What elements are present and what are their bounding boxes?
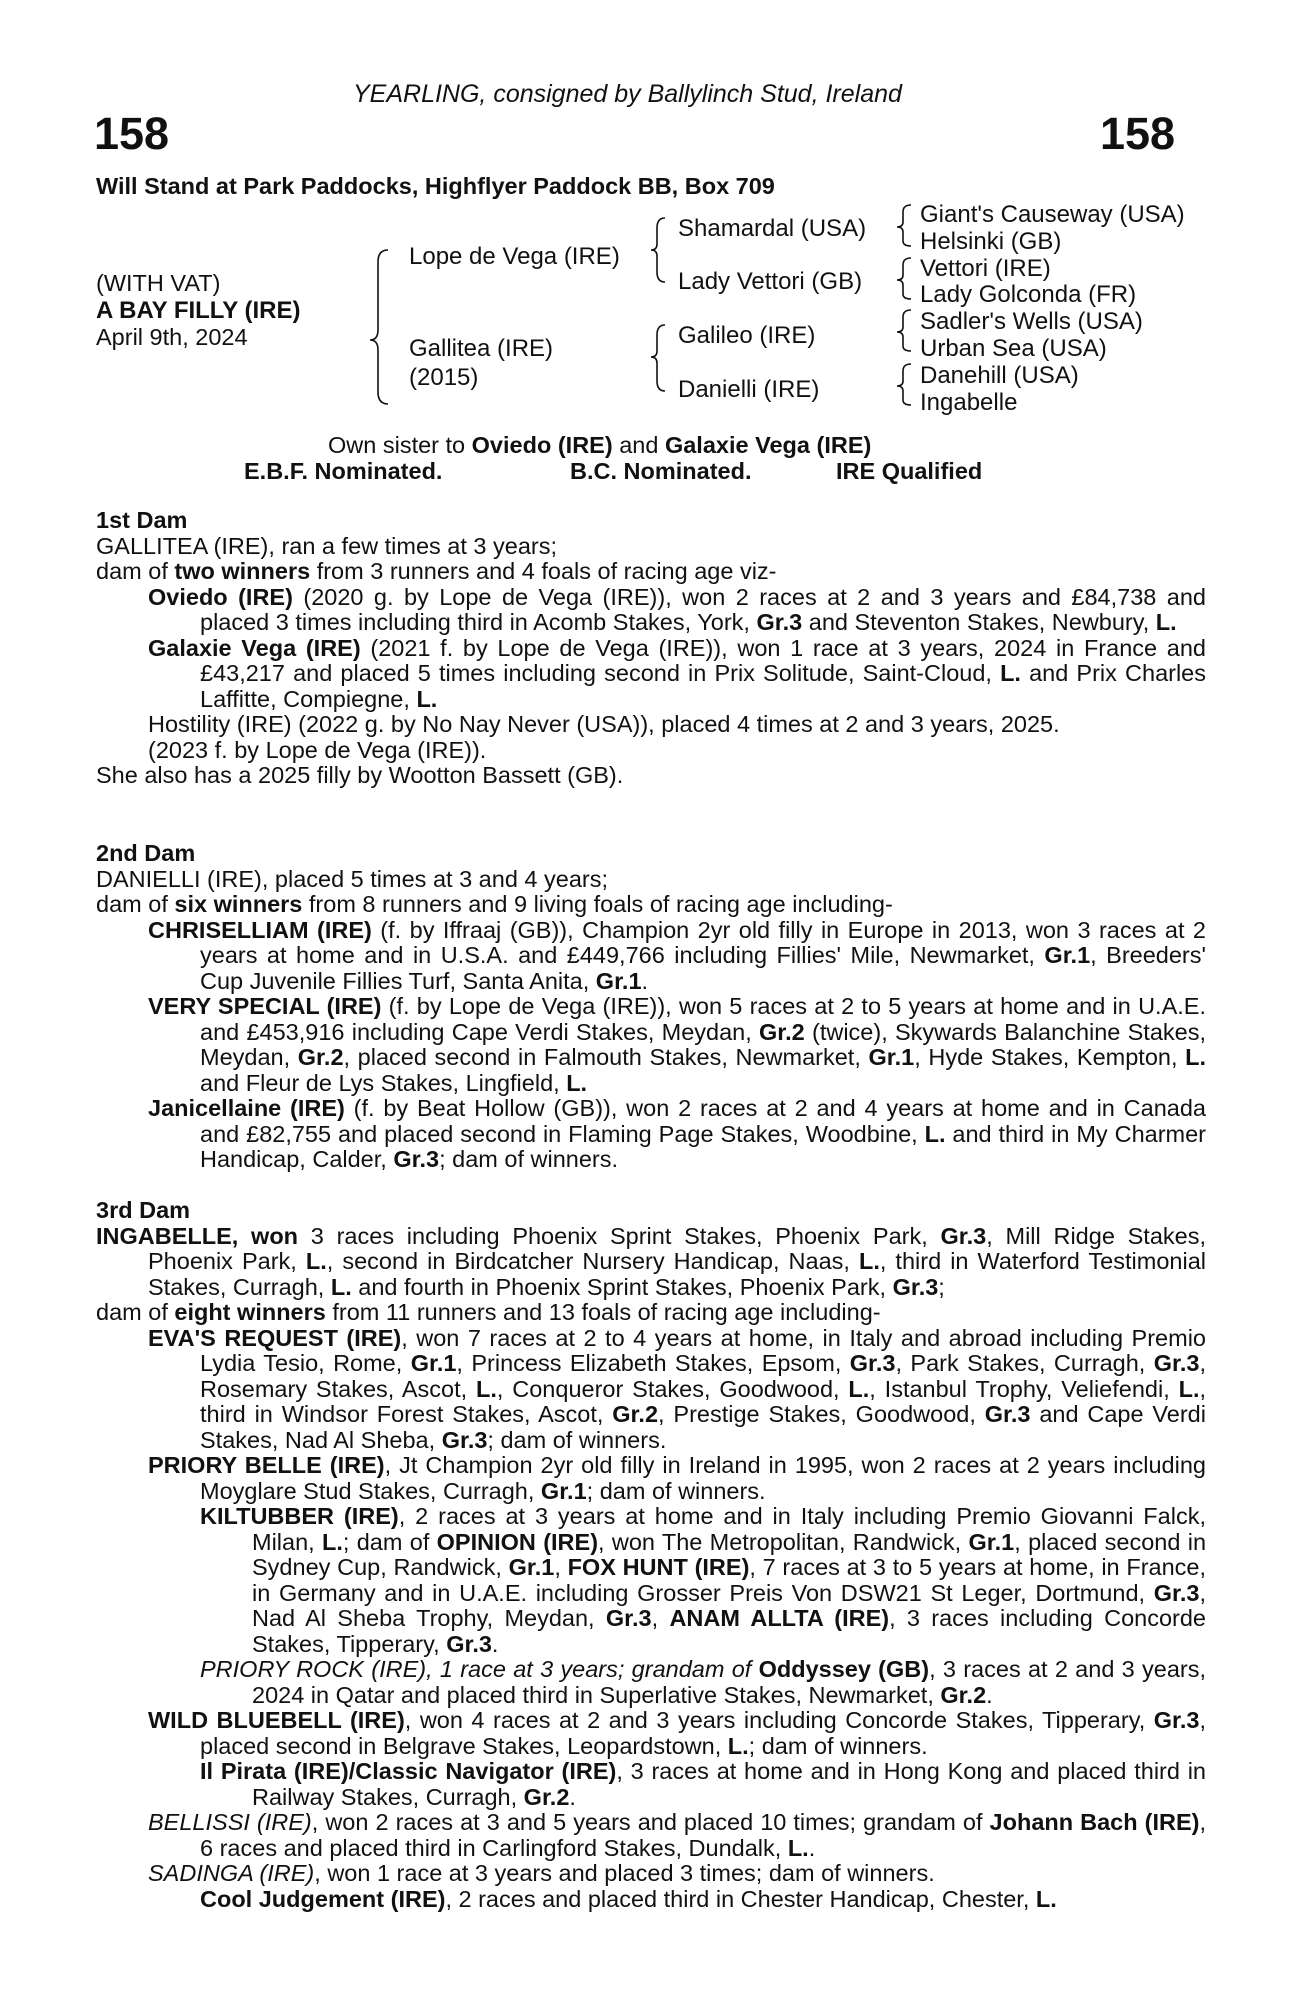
lot-number-right: 158 [1100,108,1176,159]
pedigree-sire: Lope de Vega (IRE) [409,243,620,270]
first-dam-note: She also has a 2025 filly by Wootton Bassett (GB). [96,762,624,788]
ebf-nomination: E.B.F. Nominated. [244,458,443,484]
third-dam-section [96,1198,1206,1912]
second-dam-heading: 2nd Dam [96,840,196,866]
pedigree-dsd: Urban Sea (USA) [920,335,1107,362]
third-dam-intro: INGABELLE, won 3 races including Phoenix Sprint Stakes, Phoenix Park, Gr.3, Mill Ridge Stakes, Phoenix Park, L., second in Birdcatcher Nursery Handicap, Naas, L., third in Waterford Testimonial Stakes, Curragh, L. and fourth in Phoenix Sprint Stakes, Phoenix Park, Gr.3; [96,1222,1207,1300]
pedigree-dds: Danehill (USA) [920,362,1079,389]
pedigree-sds: Vettori (IRE) [920,255,1051,282]
first-dam-intro: GALLITEA (IRE), ran a few times at 3 years; [96,532,558,559]
stand-location: Will Stand at Park Paddocks, Highflyer Paddock BB, Box 709 [96,173,775,199]
pedigree-dss: Sadler's Wells (USA) [920,308,1143,335]
pedigree-sdd: Lady Golconda (FR) [920,281,1137,308]
first-dam-section [96,508,1206,789]
pedigree-ddd: Ingabelle [920,389,1018,416]
first-dam-produce-4: (2023 f. by Lope de Vega (IRE)). [148,736,487,763]
pedigree-dam: Gallitea (IRE) [409,335,554,362]
first-dam-summary: dam of two winners from 3 runners and 4 foals of racing age viz- [96,558,777,584]
second-dam-summary: dam of six winners from 8 runners and 9 living foals of racing age including- [96,891,893,917]
third-dam-grandproduce-cool-judgement: Cool Judgement (IRE), 2 races and placed third in Chester Handicap, Chester, L. [200,1885,1057,1912]
pedigree-ssd: Helsinki (GB) [920,228,1062,255]
third-dam-produce-sadinga: SADINGA (IRE), won 1 race at 3 years and placed 3 times; dam of winners. [148,1860,935,1886]
foaling-date: April 9th, 2024 [96,324,248,350]
third-dam-produce-evas-request: EVA'S REQUEST (IRE), won 7 races at 2 to 4 years at home, in Italy and abroad including Premio Lydia Tesio, Rome, Gr.1, Princess Elizabeth Stakes, Epsom, Gr.3, Park Stakes, Curragh, Gr.3, Rosemary Stakes, Ascot, L., Conqueror Stakes, Goodwood, L., Istanbul Trophy, Veliefendi, L., third in Windsor Forest Stakes, Ascot, Gr.2, Prestige Stakes, Goodwood, Gr.3 and Cape Verdi Stakes, Nad Al Sheba, Gr.3; dam of winners. [148,1324,1207,1453]
vat-note: (WITH VAT) [96,270,221,296]
pedigree-dam-dam: Danielli (IRE) [678,376,820,403]
first-dam-produce-2: Galaxie Vega (IRE) (2021 f. by Lope de Vega (IRE)), won 1 race at 3 years, 2024 in France and £43,217 and placed 5 times including second in Prix Solitude, Saint-Cloud, L. and Prix Charles Laffitte, Compiegne, L. [148,634,1206,712]
second-dam-produce-1: CHRISELLIAM (IRE) (f. by Iffraaj (GB)), Champion 2yr old filly in Europe in 2013, won 3 races at 2 years at home and in U.S.A. and £449,766 including Fillies' Mile, Newmarket, Gr.1, Breeders' Cup Juvenile Fillies Turf, Santa Anita, Gr.1. [148,916,1206,994]
first-dam-produce-1: Oviedo (IRE) (2020 g. by Lope de Vega (IRE)), won 2 races at 2 and 3 years and £84,738 and placed 3 times including third in Acomb Stakes, York, Gr.3 and Steventon Stakes, Newbury, L. [148,583,1207,635]
third-dam-grandproduce-priory-rock: PRIORY ROCK (IRE), 1 race at 3 years; grandam of Oddyssey (GB), 3 races at 2 and 3 years, 2024 in Qatar and placed third in Superlative Stakes, Newmarket, Gr.2. [200,1656,1206,1708]
second-dam-produce-3: Janicellaine (IRE) (f. by Beat Hollow (GB)), won 2 races at 2 and 4 years at home and in Canada and £82,755 and placed second in Flaming Page Stakes, Woodbine, L. and third in My Charmer Handicap, Calder, Gr.3; dam of winners. [148,1095,1207,1172]
third-dam-produce-wild-bluebell: WILD BLUEBELL (IRE), won 4 races at 2 and 3 years including Concorde Stakes, Tipperary, Gr.3, placed second in Belgrave Stakes, Leopardstown, L.; dam of winners. [148,1707,1206,1759]
ire-qualified: IRE Qualified [836,458,983,484]
third-dam-produce-priory-belle: PRIORY BELLE (IRE), Jt Champion 2yr old filly in Ireland in 1995, won 2 races at 2 years including Moyglare Stud Stakes, Curragh, Gr.1; dam of winners. [148,1452,1206,1504]
bc-nomination: B.C. Nominated. [570,458,752,484]
own-sister-note: Own sister to Oviedo (IRE) and Galaxie Vega (IRE) [328,432,872,458]
third-dam-grandproduce-kiltubber: KILTUBBER (IRE), 2 races at 3 years at home and in Italy including Premio Giovanni Falck, Milan, L.; dam of OPINION (IRE), won The Metropolitan, Randwick, Gr.1, placed second in Sydney Cup, Randwick, Gr.1, FOX HUNT (IRE), 7 races at 3 to 5 years at home, in France, in Germany and in U.A.E. including Grosser Preis Von DSW21 St Leger, Dortmund, Gr.3, Nad Al Sheba Trophy, Meydan, Gr.3, ANAM ALLTA (IRE), 3 races including Concorde Stakes, Tipperary, Gr.3. [200,1503,1207,1657]
first-dam-heading: 1st Dam [96,507,188,533]
third-dam-grandproduce-il-pirata: Il Pirata (IRE)/Classic Navigator (IRE), 3 races at home and in Hong Kong and placed third in Railway Stakes, Curragh, Gr.2. [200,1758,1206,1810]
second-dam-section [96,841,1206,1173]
pedigree-sss: Giant's Causeway (USA) [920,201,1185,228]
third-dam-heading: 3rd Dam [96,1197,191,1223]
pedigree-dam-year: (2015) [409,364,479,391]
first-dam-produce-3: Hostility (IRE) (2022 g. by No Nay Never (USA)), placed 4 times at 2 and 3 years, 2025. [148,711,1060,737]
third-dam-produce-bellissi: BELLISSI (IRE), won 2 races at 3 and 5 years and placed 10 times; grandam of Johann Bach (IRE), 6 races and placed third in Carlingford Stakes, Dundalk, L.. [148,1809,1207,1861]
pedigree-sire-dam: Lady Vettori (GB) [678,268,863,295]
lot-number-left: 158 [94,108,170,159]
pedigree-dam-sire: Galileo (IRE) [678,322,816,349]
pedigree-sire-sire: Shamardal (USA) [678,215,867,242]
third-dam-summary: dam of eight winners from 11 runners and 13 foals of racing age including- [96,1299,881,1325]
horse-name: A BAY FILLY (IRE) [96,297,301,324]
consignor-subtitle: YEARLING, consigned by Ballylinch Stud, Ireland [353,80,902,108]
second-dam-produce-2: VERY SPECIAL (IRE) (f. by Lope de Vega (IRE)), won 5 races at 2 to 5 years at home and in U.A.E. and £453,916 including Cape Verdi Stakes, Meydan, Gr.2 (twice), Skywards Balanchine Stakes, Meydan, Gr.2, placed second in Falmouth Stakes, Newmarket, Gr.1, Hyde Stakes, Kempton, L. and Fleur de Lys Stakes, Lingfield, L. [148,993,1207,1096]
second-dam-intro: DANIELLI (IRE), placed 5 times at 3 and 4 years; [96,865,609,892]
